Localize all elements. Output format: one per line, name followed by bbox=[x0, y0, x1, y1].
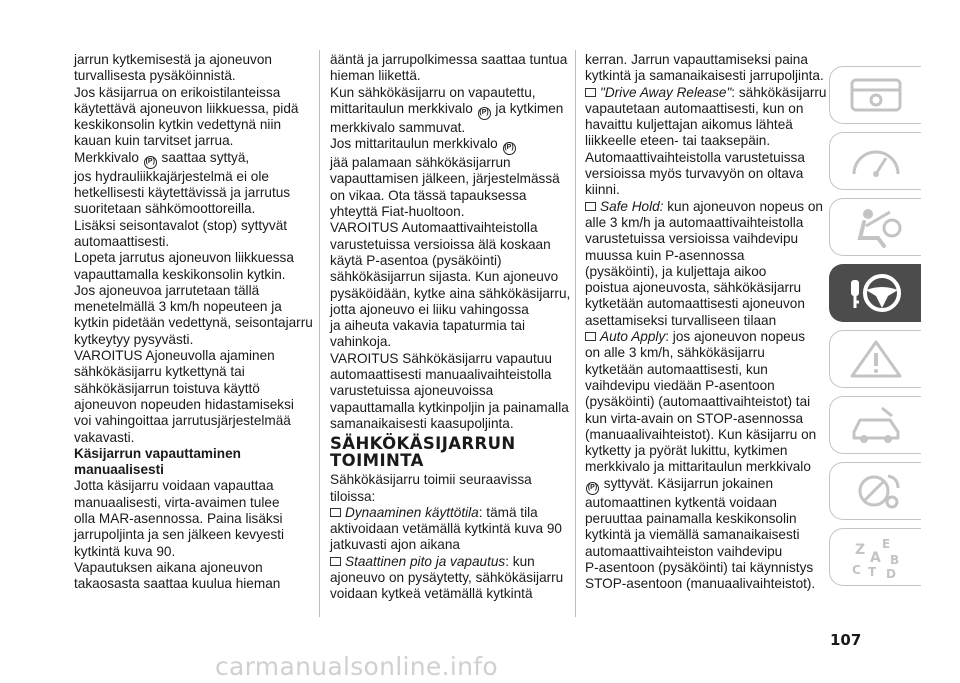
text-line: käytä P-asentoa (pysäköinti) bbox=[330, 252, 502, 268]
watermark: carmanualsonline.info bbox=[215, 652, 498, 681]
text-line: aktivoidaan vetämällä kytkintä kuva 90 bbox=[330, 521, 562, 537]
text-line: varustetuissa ajoneuvoissa bbox=[330, 383, 494, 399]
column-divider bbox=[319, 50, 320, 617]
text-line bbox=[74, 150, 314, 169]
letter: Z bbox=[854, 542, 865, 558]
text-line: Vapautuksen aikana ajoneuvon bbox=[74, 559, 263, 575]
text-line: alle 3 km/h ja automaattivaihteistolla bbox=[585, 214, 804, 230]
text-line: automaattisesti manuaalivaihteistolla bbox=[330, 367, 552, 383]
text-line: jotta ajoneuvo ei liiku vahingossa bbox=[330, 301, 529, 317]
text-span: : kun bbox=[505, 553, 535, 569]
text-line: Jotta käsijarru voidaan vapauttaa bbox=[74, 478, 274, 494]
text-line: ja aiheuta vakavia tapaturmia tai bbox=[330, 318, 525, 334]
text-line: sähkökäsijarrun toistuva käyttö bbox=[74, 380, 260, 396]
text-line: on vikaa. Ota tässä tapauksessa bbox=[330, 187, 527, 203]
chapter-tabs bbox=[829, 66, 921, 594]
text-line: vaihdevipu viedään P-asentoon bbox=[585, 377, 775, 393]
text-line: menetelmällä 3 km/h nopeuteen ja bbox=[74, 299, 282, 315]
column-divider bbox=[575, 50, 576, 617]
text-line: liikkeelle eteen- tai taaksepäin. bbox=[585, 133, 771, 149]
tab-car-service[interactable] bbox=[829, 396, 921, 454]
text-line: merkkivalo sammuvat. bbox=[330, 119, 466, 135]
text-line: Automaattivaihteistolla varustetuissa bbox=[585, 149, 805, 165]
text-line: Kun sähkökäsijarru on vapautettu, bbox=[330, 84, 536, 100]
tab-warning-triangle[interactable] bbox=[829, 330, 921, 388]
letter: E bbox=[881, 537, 890, 551]
parking-brake-warning-icon: (P) bbox=[478, 107, 491, 120]
text-line: muussa kuin P-asennossa bbox=[585, 247, 745, 263]
square-bullet-icon bbox=[585, 332, 596, 341]
text-line: kytkeytyy pysyvästi. bbox=[74, 331, 194, 347]
text-line: manuaalisesti, virta-avaimen tulee bbox=[74, 494, 280, 510]
section-title: TOIMINTA bbox=[330, 450, 424, 470]
text-line: VAROITUS Ajoneuvolla ajaminen bbox=[74, 348, 275, 364]
text-line bbox=[330, 505, 570, 521]
letter: D bbox=[885, 567, 896, 580]
text-column-3 bbox=[585, 52, 825, 593]
text-line: vapauttamalla kytkinpoljin ja painamalla bbox=[330, 399, 569, 415]
text-line bbox=[330, 101, 570, 120]
text-line: Lopeta jarrutus ajoneuvon liikkuessa bbox=[74, 250, 294, 266]
text-span: : tämä tila bbox=[478, 504, 538, 520]
text-line: versioissa myös turvavyön on oltava bbox=[585, 166, 804, 182]
text-line: kytkintä kuva 90. bbox=[74, 543, 176, 559]
text-span: kun ajoneuvon nopeus on bbox=[663, 198, 823, 214]
tab-media-settings[interactable] bbox=[829, 462, 921, 520]
text-line: kauan kuin tarvitset jarrua. bbox=[74, 133, 234, 149]
text-line: kytkintä ja viemällä samanaikaisesti bbox=[585, 527, 800, 543]
text-line: merkkivalo ja mittaritaulun merkkivalo bbox=[585, 459, 811, 475]
text-line: (manuaalivaihteistot). Kun käsijarru on bbox=[585, 426, 817, 442]
text-line: Jos käsijarrua on erikoistilanteissa bbox=[74, 84, 281, 100]
text-line: jää palamaan sähkökäsijarrun bbox=[330, 155, 511, 171]
text-line: Sähkökäsijarru toimii seuraavissa bbox=[330, 472, 532, 488]
parking-brake-warning-icon: (P) bbox=[144, 156, 157, 169]
text-line: VAROITUS Sähkökäsijarru vapautuu bbox=[330, 350, 552, 366]
text-line: kytkin pidetään vedettynä, seisontajarru bbox=[74, 315, 313, 331]
text-line: kerran. Jarrun vapauttamiseksi paina bbox=[585, 52, 808, 67]
term-italic: Staattinen pito ja vapautus bbox=[345, 553, 506, 569]
text-line bbox=[585, 199, 825, 215]
text-line: jarrupoljinta ja sen jälkeen kevyesti bbox=[74, 527, 285, 543]
square-bullet-icon bbox=[585, 88, 596, 97]
text-line: jatkuvasti ajon aikana bbox=[330, 537, 460, 553]
term-italic: Safe Hold: bbox=[600, 198, 664, 214]
text-line: sähkökäsijarrun sijasta. Kun ajoneuvo bbox=[330, 269, 559, 285]
text-line: ääntä ja jarrupolkimessa saattaa tuntua bbox=[330, 52, 568, 67]
seat-airbag-icon bbox=[846, 204, 906, 250]
letter: C bbox=[851, 563, 861, 577]
tab-steering-wheel-key[interactable] bbox=[829, 264, 921, 322]
term-italic: Dynaaminen käyttötila bbox=[345, 504, 479, 520]
section-heading: Käsijarrun vapauttaminen bbox=[74, 445, 241, 461]
steering-wheel-key-icon bbox=[846, 270, 906, 316]
text-line: automaattivaihteiston vaihdevipu bbox=[585, 543, 783, 559]
letter: T bbox=[867, 565, 876, 579]
alphabet-index-icon bbox=[846, 534, 906, 580]
text-span: : sähkökäsijarru bbox=[731, 84, 827, 100]
dashboard-gauge-icon bbox=[846, 138, 906, 184]
text-line: P-asentoon (pysäköinti) tai käynnistys bbox=[585, 559, 814, 575]
text-line: STOP-asentoon (manuaalivaihteistot). bbox=[585, 576, 816, 592]
text-line: samanaikaisesti kaasupoljinta. bbox=[330, 415, 514, 431]
text-line: kytkintä ja samanaikaisesti jarrupoljinta. bbox=[585, 68, 824, 84]
section-heading: manuaalisesti bbox=[74, 462, 164, 478]
text-line: suoritetaan sähkömoottoreilla. bbox=[74, 201, 256, 217]
text-line: poistua ajoneuvosta, sähkökäsijarru bbox=[585, 280, 802, 296]
text-line: kytketty ja pyörät lukittu, kytkimen bbox=[585, 443, 788, 459]
text-span: Jos mittaritaulun merkkivalo bbox=[330, 136, 498, 152]
term-italic: "Drive Away Release" bbox=[600, 84, 732, 100]
text-line: automaattinen kytkentä voidaan bbox=[585, 494, 777, 510]
letter: B bbox=[889, 553, 899, 567]
text-line: vahinkoja. bbox=[330, 334, 392, 350]
square-bullet-icon bbox=[585, 202, 596, 211]
text-span: ja kytkimen bbox=[495, 100, 564, 116]
tab-dashboard-gauge[interactable] bbox=[829, 132, 921, 190]
text-line: ajoneuvo on pysäytetty, sähkökäsijarru bbox=[330, 570, 564, 586]
term-italic: Auto Apply bbox=[600, 329, 666, 345]
text-span: Merkkivalo bbox=[74, 149, 139, 165]
text-line: asettamiseksi turvalliseen tilaan bbox=[585, 312, 777, 328]
letter: A bbox=[869, 550, 881, 566]
text-line: varustetuissa versioissa vaihdevipu bbox=[585, 231, 799, 247]
text-line: keskikonsolin kytkin vedettynä niin bbox=[74, 117, 282, 133]
text-line: on alle 3 km/h, sähkökäsijarru bbox=[585, 345, 765, 361]
text-line: turvallisesta pysäköinnistä. bbox=[74, 68, 236, 84]
parking-brake-warning-icon: (P) bbox=[503, 142, 516, 155]
text-line: hetkellisesti käytettävissä ja jarrutus bbox=[74, 185, 291, 201]
text-line: voidaan kytkeä vetämällä kytkintä bbox=[330, 586, 533, 602]
text-line: tiloissa: bbox=[330, 488, 376, 504]
tab-alphabet-index[interactable] bbox=[829, 528, 921, 586]
text-line: hieman liikettä. bbox=[330, 68, 421, 84]
text-line: Lisäksi seisontavalot (stop) syttyvät bbox=[74, 217, 288, 233]
text-line: peruuttaa painamalla keskikonsolin bbox=[585, 511, 797, 527]
text-line: (pysäköinti) (automaattivaihteistot) tai bbox=[585, 394, 811, 410]
text-line: ajoneuvon nopeuden hidastamiseksi bbox=[74, 396, 294, 412]
text-line: vakavasti. bbox=[74, 429, 135, 445]
text-column-1 bbox=[74, 52, 314, 593]
text-line: automaattisesti. bbox=[74, 233, 170, 249]
page-number: 107 bbox=[830, 631, 862, 649]
text-line: (pysäköinti), ja kuljettaja aikoo bbox=[585, 263, 767, 279]
text-line: pysäköidään, kytke aina sähkökäsijarru, bbox=[330, 285, 571, 301]
text-line: kytketään automaattisesti ajoneuvon bbox=[585, 296, 805, 312]
tab-seat-airbag[interactable] bbox=[829, 198, 921, 256]
text-line: vapauttamalla keskikonsolin kytkin. bbox=[74, 266, 286, 282]
text-line bbox=[585, 85, 825, 101]
text-line: kiinni. bbox=[585, 182, 620, 198]
text-line: takaosasta saattaa kuulua hieman bbox=[74, 576, 281, 592]
text-line: käytettävä ajoneuvon liikkuessa, pidä bbox=[74, 100, 299, 116]
text-line: vapauttamisen jälkeen, järjestelmässä bbox=[330, 171, 560, 187]
text-line: jarrun kytkemisestä ja ajoneuvon bbox=[74, 52, 272, 67]
text-line bbox=[585, 476, 825, 495]
text-span: saattaa syttyä, bbox=[161, 149, 250, 165]
text-line: olla MAR-asennossa. Paina lisäksi bbox=[74, 511, 283, 527]
text-line: havaittu kuljettajan aikomus lähteä bbox=[585, 117, 793, 133]
parking-brake-warning-icon: (P) bbox=[586, 482, 599, 495]
car-service-icon bbox=[846, 402, 906, 448]
text-span: : jos ajoneuvon nopeus bbox=[665, 329, 806, 345]
text-line: VAROITUS Automaattivaihteistolla bbox=[330, 220, 538, 236]
text-line: varustetuissa versioissa älä koskaan bbox=[330, 236, 551, 252]
text-line: Jos ajoneuvoa jarrutetaan tällä bbox=[74, 282, 260, 298]
text-line: voi vahingoittaa jarrutusjärjestelmää bbox=[74, 413, 291, 429]
section-title: SÄHKÖKÄSIJARRUN bbox=[330, 434, 516, 454]
text-line bbox=[330, 554, 570, 570]
text-line bbox=[585, 329, 825, 345]
warning-triangle-icon bbox=[846, 336, 906, 382]
media-settings-icon bbox=[846, 468, 906, 514]
tab-car-dashboard[interactable] bbox=[829, 66, 921, 124]
text-span: mittaritaulun merkkivalo bbox=[330, 100, 473, 116]
square-bullet-icon bbox=[330, 557, 341, 566]
text-column-2 bbox=[330, 52, 570, 603]
car-dashboard-icon bbox=[846, 72, 906, 118]
text-line: jos hydrauliikkajärjestelmä ei ole bbox=[74, 168, 269, 184]
square-bullet-icon bbox=[330, 508, 341, 517]
text-line: sähkökäsijarru kytkettynä tai bbox=[74, 364, 245, 380]
text-line: yhteyttä Fiat-huoltoon. bbox=[330, 204, 465, 220]
text-line: kytketään automaattisesti, kun bbox=[585, 361, 768, 377]
text-span: syttyvät. Käsijarrun jokainen bbox=[603, 475, 774, 491]
text-line: kun virta-avain on STOP-asennossa bbox=[585, 410, 804, 426]
text-line: vapautetaan automaattisesti, kun on bbox=[585, 100, 804, 116]
text-line bbox=[330, 136, 570, 155]
